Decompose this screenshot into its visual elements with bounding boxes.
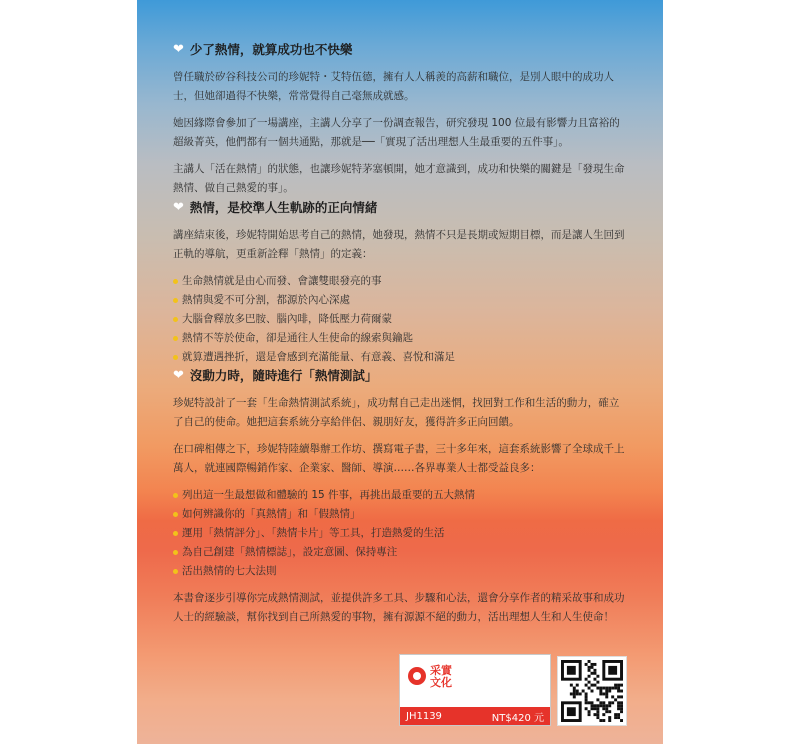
list-item	[173, 543, 625, 562]
list-item-text: 熱情不等於使命，卻是通往人生使命的線索與鑰匙	[182, 332, 413, 344]
publisher-price-box	[399, 654, 551, 726]
section-2-title: 熱情，是校準人生軌跡的正向情緒	[189, 200, 378, 215]
heart-icon: ❤	[173, 367, 184, 383]
paragraph: 珍妮特設計了一套「生命熱情測試系統」，成功幫自己走出迷惘，找回對工作和生活的動力，確立了自己的使命。她把這套系統分享給伴侶、親朋好友，獲得許多正向回饋。	[173, 397, 620, 428]
list-item	[173, 505, 625, 524]
paragraph: 講座結束後，珍妮特開始思考自己的熱情，她發現，熱情不只是長期或短期目標，而是讓人生回到正軌的導航，更重新詮釋「熱情」的定義：	[173, 229, 625, 260]
heart-icon: ❤	[173, 199, 184, 215]
dot-icon	[173, 317, 178, 322]
list-item-text: 大腦會釋放多巴胺、腦內啡，降低壓力荷爾蒙	[182, 313, 392, 325]
publisher-logo-text: 采實文化	[430, 664, 452, 689]
price-bar	[400, 707, 550, 725]
dot-icon	[173, 279, 178, 284]
list-item	[173, 329, 625, 348]
dot-icon	[173, 512, 178, 517]
list-item-text: 為自己創建「熱情標誌」，設定意圖、保持專注	[182, 546, 398, 558]
list-item	[173, 291, 625, 310]
qr-code-icon	[557, 656, 627, 726]
list-item	[173, 524, 625, 543]
section-3-title: 沒動力時，隨時進行「熱情測試」	[189, 368, 378, 383]
section-1-title: 少了熱情，就算成功也不快樂	[189, 42, 353, 57]
section-3-heading	[173, 366, 625, 384]
section-2	[173, 198, 625, 375]
paragraph: 在口碑相傳之下，珍妮特陸續舉辦工作坊、撰寫電子書，三十多年來，這套系統影響了全球成千上萬人，就連國際暢銷作家、企業家、醫師、導演……各界專業人士都受益良多：	[173, 443, 625, 474]
dot-icon	[173, 569, 178, 574]
paragraph: 主講人「活在熱情」的狀態，也讓珍妮特茅塞頓開，她才意識到，成功和快樂的關鍵是「發現生命熱情、做自己熱愛的事」。	[173, 163, 625, 194]
list-item	[173, 272, 625, 291]
list-item	[173, 348, 625, 367]
publisher-logo-icon	[408, 667, 426, 685]
list-item-text: 生命熱情就是由心而發、會讓雙眼發亮的事	[182, 275, 382, 287]
paragraph: 曾任職於矽谷科技公司的珍妮特・艾特伍德，擁有人人稱羨的高薪和職位，是別人眼中的成功人士，但她卻過得不快樂，常常覺得自己毫無成就感。	[173, 71, 614, 102]
list-item-text: 列出這一生最想做和體驗的 15 件事，再挑出最重要的五大熱情	[182, 489, 476, 501]
list-item-text: 就算遭遇挫折，還是會感到充滿能量、有意義、喜悅和滿足	[182, 351, 455, 363]
section-1-heading	[173, 40, 625, 58]
paragraph: 本書會逐步引導你完成熱情測試，並提供許多工具、步驟和心法，還會分享作者的精采故事和成功人士的經驗談，幫你找到自己所熱愛的事物，擁有源源不絕的動力，活出理想人生和人生使命！	[173, 592, 625, 623]
section-2-heading	[173, 198, 625, 216]
bullet-list	[173, 486, 625, 581]
list-item-text: 熱情與愛不可分割，都源於內心深處	[182, 294, 350, 306]
product-code: JH1139	[406, 710, 442, 722]
list-item-text: 運用「熱情評分」、「熱情卡片」等工具，打造熱愛的生活	[182, 527, 445, 539]
paragraph: 她因緣際會參加了一場講座，主講人分享了一份調查報告，研究發現 100 位最有影響力且富裕的超級菁英，他們都有一個共通點，那就是──「實現了活出理想人生最重要的五件事」。	[173, 117, 620, 148]
section-1	[173, 40, 625, 206]
heart-icon: ❤	[173, 41, 184, 57]
list-item-text: 如何辨識你的「真熱情」和「假熱情」	[182, 508, 361, 520]
dot-icon	[173, 355, 178, 360]
book-back-cover	[137, 0, 663, 744]
price-label: NT$420 元	[491, 712, 544, 724]
list-item	[173, 562, 625, 581]
dot-icon	[173, 336, 178, 341]
dot-icon	[173, 298, 178, 303]
list-item	[173, 310, 625, 329]
dot-icon	[173, 531, 178, 536]
list-item	[173, 486, 625, 505]
dot-icon	[173, 550, 178, 555]
bullet-list	[173, 272, 625, 367]
list-item-text: 活出熱情的七大法則	[182, 565, 277, 577]
qr-code-graphic	[558, 657, 626, 725]
section-3	[173, 366, 625, 635]
dot-icon	[173, 493, 178, 498]
